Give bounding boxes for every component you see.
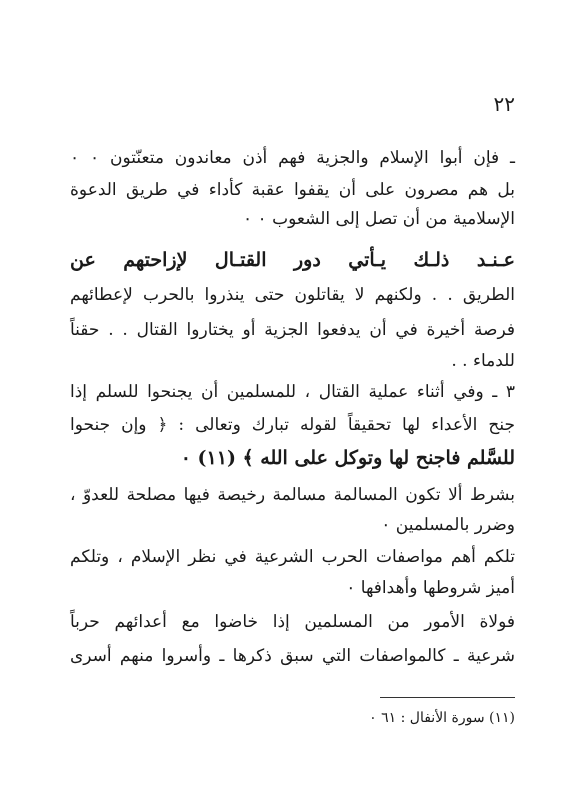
text-line: ـ فإن أبوا الإسلام والجزية فهم أذن معاندون متعنّتون ٠ ٠ xyxy=(70,148,515,168)
text-line: بشرط ألا تكون المسالمة مسالمة رخيصة فيها مصلحة للعدوّ ، xyxy=(70,485,515,505)
footnote-divider xyxy=(380,697,515,698)
quran-verse-line: للسَّلم فاجنح لها وتوكل على الله ﴾ (١١) ٠ xyxy=(180,447,515,469)
text-line: شرعية ـ كالمواصفات التي سبق ذكرها ـ وأسروا منهم أسرى xyxy=(70,646,515,666)
text-line: جنح الأعداء لها تحقيقاً لقوله تبارك وتعالى : ﴿ وإن جنحوا xyxy=(70,415,515,435)
footnote: (١١) سورة الأنفال : ٦١ ٠ xyxy=(369,710,515,726)
text-line: الإسلامية من أن تصل إلى الشعوب ٠ ٠ xyxy=(243,209,515,229)
text-line: فولاة الأمور من المسلمين إذا خاضوا مع أعدائهم حرباً xyxy=(70,612,515,632)
text-line: للدماء . . xyxy=(451,351,515,371)
heading-line: عـنـد ذلـك يـأتي دور القتـال لإزاحتهم عن xyxy=(70,249,515,271)
text-line: فرصة أخيرة في أن يدفعوا الجزية أو يختاروا القتال . . حقناً xyxy=(70,320,515,340)
text-line: بل هم مصرون على أن يقفوا عقبة كأداء في طريق الدعوة xyxy=(70,180,515,200)
text-line: تلكم أهم مواصفات الحرب الشرعية في نظر الإسلام ، وتلكم xyxy=(70,547,515,567)
page-number: ٢٢ xyxy=(493,92,515,116)
text-line: وضرر بالمسلمين ٠ xyxy=(381,515,515,535)
text-line: ٣ ـ وفي أثناء عملية القتال ، للمسلمين أن يجنحوا للسلم إذا xyxy=(70,382,515,402)
text-line: أميز شروطها وأهدافها ٠ xyxy=(346,578,515,598)
text-line: الطريق . . ولكنهم لا يقاتلون حتى ينذروا بالحرب لإعطائهم xyxy=(70,285,515,305)
